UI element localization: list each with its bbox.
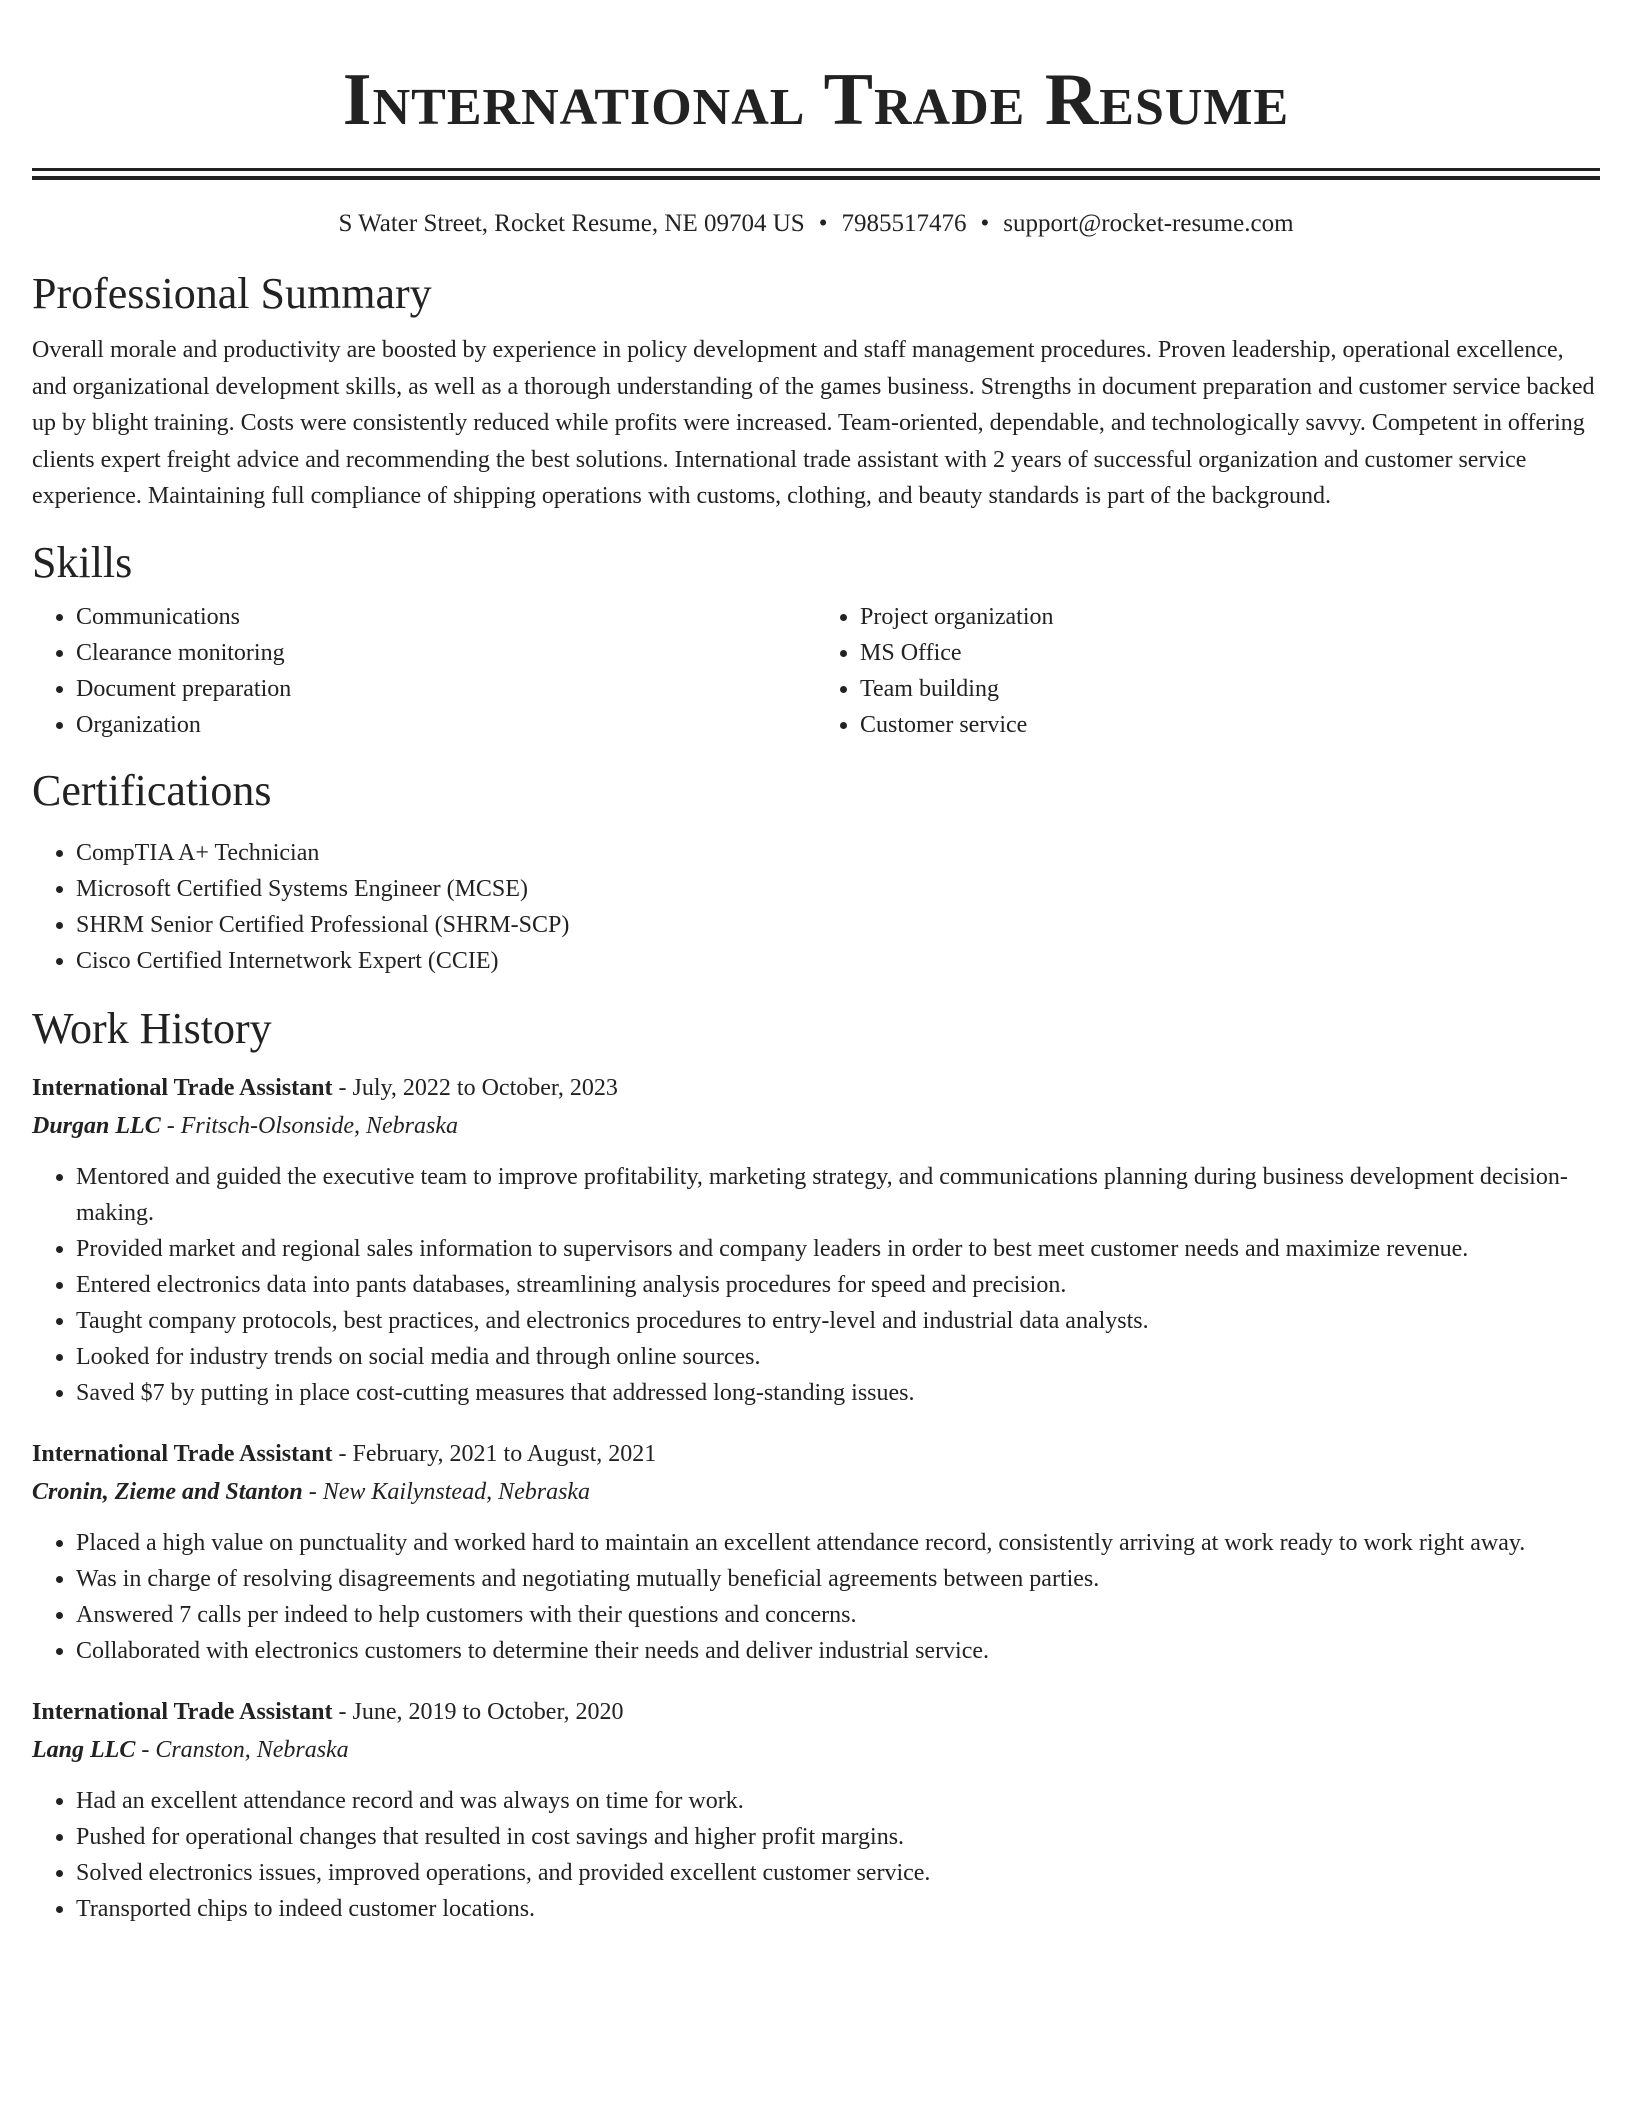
skills-grid	[32, 599, 1600, 743]
certifications-heading: Certifications	[32, 765, 272, 815]
contact-line	[32, 206, 1600, 242]
job-company: Cronin, Zieme and Stanton	[32, 1478, 303, 1505]
job-header	[32, 1435, 1600, 1473]
skills-list-right	[816, 599, 1600, 743]
summary-heading: Professional Summary	[32, 269, 432, 318]
job-company: Durgan LLC	[32, 1112, 161, 1139]
contact-address: S Water Street, Rocket Resume, NE 09704 US	[338, 210, 805, 237]
job-bullet: • Provided market and regional sales information to supervisors and company leaders in order to best meet customer needs and maximize revenue.	[76, 1231, 1600, 1267]
job-location: - Fritsch-Olsonside, Nebraska	[160, 1112, 459, 1139]
certification-item: • Cisco Certified Internetwork Expert (CCIE)	[76, 943, 1600, 979]
job-bullet: • Collaborated with electronics customers to determine their needs and deliver industrial service.	[76, 1633, 1600, 1669]
job-entry	[32, 1069, 1600, 1411]
skill-item: • Team building	[860, 671, 1600, 707]
job-entry	[32, 1693, 1600, 1927]
job-bullet: • Solved electronics issues, improved operations, and provided excellent customer service.	[76, 1855, 1600, 1891]
work-history-heading: Work History	[32, 1003, 272, 1053]
job-title: International Trade Assistant	[32, 1074, 333, 1101]
skills-heading: Skills	[32, 537, 133, 587]
job-location: - New Kailynstead, Nebraska	[302, 1478, 591, 1505]
job-company-line	[32, 1473, 1600, 1511]
job-dates: - February, 2021 to August, 2021	[332, 1440, 657, 1467]
skill-item: • Communications	[76, 599, 816, 635]
certification-item: • Microsoft Certified Systems Engineer (MCSE)	[76, 871, 1600, 907]
summary-text: Overall morale and productivity are boosted by experience in policy development and staff management procedures. Proven leadership, operational excellence, and organizational development skills, as well as a thorough understanding of the games business. Strengths in document preparation and customer service backed up by blight training. Costs were consistently reduced while profits were increased. Team-oriented, dependable, and technologically savvy. Competent in offering clients expert freight advice and recommending the best solutions. International trade assistant with 2 years of successful organization and customer service experience. Maintaining full compliance of shipping operations with customs, clothing, and beauty standards is part of the background.	[32, 337, 1595, 509]
contact-separator: •	[818, 210, 828, 237]
job-company: Lang LLC	[32, 1736, 136, 1763]
job-title: International Trade Assistant	[32, 1698, 333, 1725]
job-bullet: • Saved $7 by putting in place cost-cutting measures that addressed long-standing issues.	[76, 1375, 1600, 1411]
job-bullets	[32, 1525, 1600, 1669]
skill-item: • MS Office	[860, 635, 1600, 671]
skill-item: • Customer service	[860, 707, 1600, 743]
resume-page	[32, 0, 1600, 1927]
contact-email: support@rocket-resume.com	[1003, 210, 1294, 237]
contact-phone: 7985517476	[841, 210, 967, 237]
job-bullet: • Placed a high value on punctuality and worked hard to maintain an excellent attendance record, consistently arriving at work ready to work right away.	[76, 1525, 1600, 1561]
job-bullet: • Transported chips to indeed customer locations.	[76, 1891, 1600, 1927]
job-bullet: • Mentored and guided the executive team to improve profitability, marketing strategy, and communications planning during business development decision-making.	[76, 1159, 1600, 1231]
job-bullets	[32, 1159, 1600, 1411]
certification-item: • CompTIA A+ Technician	[76, 835, 1600, 871]
skills-list-left	[32, 599, 816, 743]
job-dates: - June, 2019 to October, 2020	[332, 1698, 624, 1725]
job-bullet: • Was in charge of resolving disagreements and negotiating mutually beneficial agreements between parties.	[76, 1561, 1600, 1597]
certifications-list	[32, 835, 1600, 979]
skill-item: • Organization	[76, 707, 816, 743]
certification-item: • SHRM Senior Certified Professional (SHRM-SCP)	[76, 907, 1600, 943]
skill-item: • Document preparation	[76, 671, 816, 707]
job-bullet: • Had an excellent attendance record and was always on time for work.	[76, 1783, 1600, 1819]
job-bullet: • Pushed for operational changes that resulted in cost savings and higher profit margins.	[76, 1819, 1600, 1855]
job-header	[32, 1693, 1600, 1731]
job-bullet: • Entered electronics data into pants databases, streamlining analysis procedures for speed and precision.	[76, 1267, 1600, 1303]
skill-item: • Clearance monitoring	[76, 635, 816, 671]
job-title: International Trade Assistant	[32, 1440, 333, 1467]
resume-title: International Trade Resume	[342, 59, 1290, 141]
job-entry	[32, 1435, 1600, 1669]
contact-separator: •	[980, 210, 990, 237]
job-company-line	[32, 1107, 1600, 1145]
job-header	[32, 1069, 1600, 1107]
title-divider	[32, 168, 1600, 180]
job-bullet: • Looked for industry trends on social media and through online sources.	[76, 1339, 1600, 1375]
job-company-line	[32, 1731, 1600, 1769]
job-bullets	[32, 1783, 1600, 1927]
job-bullet: • Answered 7 calls per indeed to help customers with their questions and concerns.	[76, 1597, 1600, 1633]
job-bullet: • Taught company protocols, best practices, and electronics procedures to entry-level and industrial data analysts.	[76, 1303, 1600, 1339]
skill-item: • Project organization	[860, 599, 1600, 635]
job-dates: - July, 2022 to October, 2023	[332, 1074, 618, 1101]
job-location: - Cranston, Nebraska	[135, 1736, 349, 1763]
